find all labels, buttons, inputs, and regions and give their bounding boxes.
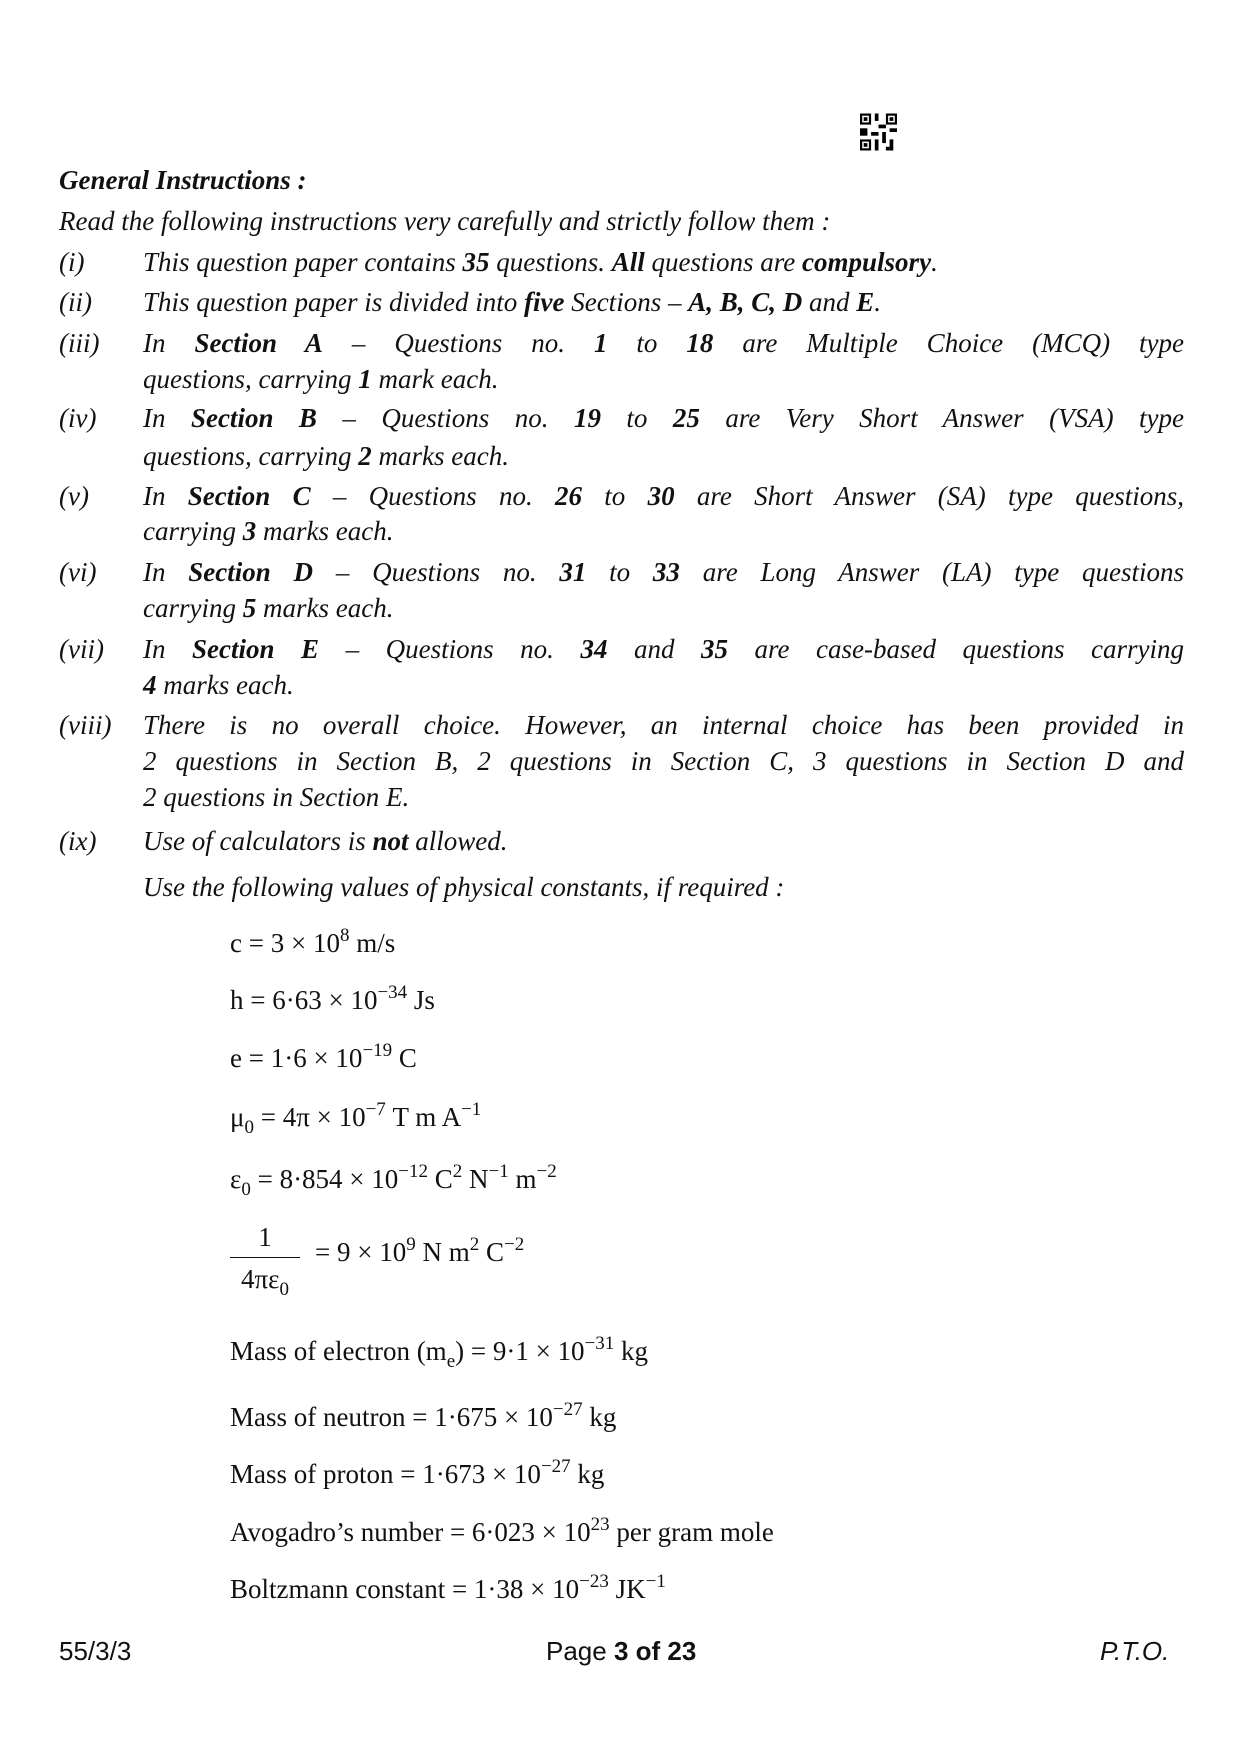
constant-line xyxy=(230,1042,417,1074)
text-segment: to xyxy=(600,403,673,433)
item-text-line xyxy=(143,286,1184,318)
text-segment: Mass of electron (m xyxy=(230,1336,447,1366)
text-segment: Boltzmann constant = 1·38 × 10 xyxy=(230,1574,580,1604)
item-text-line xyxy=(143,327,1184,359)
bold-text: 18 xyxy=(686,328,714,358)
item-text-line xyxy=(143,246,1184,278)
text-segment: – Questions no. xyxy=(319,634,581,664)
superscript: −19 xyxy=(362,1040,393,1061)
text-segment: This question paper contains xyxy=(143,247,463,277)
text-segment: Use of calculators is xyxy=(143,826,373,856)
text-segment: – Questions no. xyxy=(313,557,560,587)
bold-text: not xyxy=(372,826,409,856)
text-segment: per gram mole xyxy=(609,1517,774,1547)
item-text-line xyxy=(143,556,1184,588)
bold-text: five xyxy=(524,287,565,317)
bold-text: 2 xyxy=(358,441,372,471)
text-segment: = 4π × 10 xyxy=(253,1102,366,1132)
item-text-line xyxy=(143,709,1184,741)
text-segment: carrying xyxy=(143,593,243,623)
text-segment: = 8·854 × 10 xyxy=(250,1164,399,1194)
superscript: 2 xyxy=(469,1234,480,1255)
item-label: (v) xyxy=(59,481,89,511)
text-segment: and xyxy=(802,287,857,317)
item-label: (ii) xyxy=(59,287,92,317)
item-label: (vii) xyxy=(59,634,104,664)
item-text-line xyxy=(143,592,1184,624)
text-segment: N m xyxy=(415,1237,470,1267)
text-segment: Avogadro’s number = 6·023 × 10 xyxy=(230,1517,591,1547)
superscript: −12 xyxy=(398,1161,429,1182)
text-segment: μ xyxy=(230,1102,245,1132)
text-segment: to xyxy=(607,328,687,358)
text-segment: to xyxy=(582,481,648,511)
bold-text: A, B, C, D xyxy=(688,287,803,317)
text-segment: mark each. xyxy=(371,364,499,394)
text-segment: This question paper is divided into xyxy=(143,287,524,317)
text-segment: kg xyxy=(582,1402,617,1432)
constant-line xyxy=(230,1333,649,1372)
superscript: 8 xyxy=(339,925,350,946)
text-segment: m xyxy=(508,1164,537,1194)
constant-line xyxy=(230,1099,482,1138)
fraction-numerator: 1 xyxy=(230,1222,300,1258)
superscript: −31 xyxy=(584,1333,615,1354)
superscript: −27 xyxy=(552,1399,583,1420)
bold-text: 35 xyxy=(462,247,490,277)
text-segment: In xyxy=(143,328,195,358)
text-segment: carrying xyxy=(143,516,243,546)
text-segment: kg xyxy=(570,1459,605,1489)
text-segment: Mass of neutron = 1·675 × 10 xyxy=(230,1402,553,1432)
text-segment: C xyxy=(479,1237,504,1267)
constant-line xyxy=(315,1236,524,1268)
text-segment: 2 questions in Section B, 2 questions in Section C, 3 questions in Section D and xyxy=(143,746,1184,776)
item-text-line xyxy=(143,871,1184,903)
text-segment: are Long Answer (LA) type questions xyxy=(679,557,1185,587)
bold-text: 5 xyxy=(242,593,257,623)
superscript: 9 xyxy=(406,1234,416,1255)
item-text-line xyxy=(143,633,1184,665)
bold-text: 35 xyxy=(701,634,728,664)
superscript: −1 xyxy=(645,1571,666,1592)
text-segment: – Questions no. xyxy=(322,328,594,358)
item-label: (i) xyxy=(59,247,85,277)
bold-text: All xyxy=(611,247,645,277)
item-label: (iv) xyxy=(59,403,97,433)
text-segment: . xyxy=(874,287,881,317)
bold-text: 19 xyxy=(573,403,601,433)
text-segment: to xyxy=(586,557,653,587)
text-segment: kg xyxy=(614,1336,649,1366)
text-segment: Use the following values of physical constants, if required : xyxy=(143,872,785,902)
text-segment: In xyxy=(143,634,193,664)
page-total: 23 xyxy=(667,1636,697,1666)
bold-text: 1 xyxy=(593,328,608,358)
text-segment: Mass of proton = 1·673 × 10 xyxy=(230,1459,541,1489)
bold-text: E xyxy=(856,287,875,317)
item-text-line xyxy=(143,480,1184,512)
paper-code: 55/3/3 xyxy=(59,1636,132,1666)
bold-text: 1 xyxy=(358,364,372,394)
page-number xyxy=(546,1636,696,1667)
text-segment: C xyxy=(428,1164,453,1194)
text-segment: = 9 × 10 xyxy=(315,1237,407,1267)
text-segment: are Short Answer (SA) type questions, xyxy=(674,481,1184,511)
bold-text: 33 xyxy=(652,557,680,587)
fraction-denominator xyxy=(230,1258,300,1300)
text-segment: e = 1·6 × 10 xyxy=(230,1043,363,1073)
superscript: −1 xyxy=(461,1099,482,1120)
item-label: (vi) xyxy=(59,557,97,587)
text-segment: In xyxy=(143,403,191,433)
page-current: 3 xyxy=(613,1636,629,1666)
text-segment: questions, carrying xyxy=(143,364,359,394)
qr-code xyxy=(860,113,897,151)
bold-text: Section B xyxy=(190,403,317,433)
bold-text: Section C xyxy=(187,481,311,511)
denominator-text: 4πε xyxy=(241,1264,280,1294)
constant-line xyxy=(230,1458,604,1490)
bold-text: 34 xyxy=(580,634,608,664)
constant-line xyxy=(230,1573,666,1605)
text-segment: and xyxy=(607,634,701,664)
bold-text: compulsory xyxy=(802,247,932,277)
text-segment: In xyxy=(143,481,188,511)
constant-line xyxy=(230,927,395,959)
subscript: 0 xyxy=(241,1179,251,1200)
text-segment: In xyxy=(143,557,189,587)
text-segment: are Multiple Choice (MCQ) type xyxy=(713,328,1185,358)
bold-text: 26 xyxy=(555,481,582,511)
text-segment: questions. xyxy=(489,247,612,277)
page-of: of xyxy=(628,1636,668,1666)
item-text-line xyxy=(143,440,1184,472)
item-text-line xyxy=(143,515,1184,547)
text-segment: 2 questions in Section E. xyxy=(143,782,410,812)
page-prefix: Page xyxy=(546,1636,614,1666)
superscript: −2 xyxy=(503,1234,525,1255)
instructions-heading: General Instructions : xyxy=(59,165,307,195)
bold-text: 4 xyxy=(143,670,157,700)
text-segment: h = 6·63 × 10 xyxy=(230,985,378,1015)
item-label: (ix) xyxy=(59,826,97,856)
text-segment: are Very Short Answer (VSA) type xyxy=(699,403,1184,433)
text-segment: JK xyxy=(608,1574,646,1604)
text-segment: marks each. xyxy=(256,593,394,623)
superscript: −1 xyxy=(488,1161,509,1182)
text-segment: There is no overall choice. However, an internal choice has been provided in xyxy=(143,710,1184,740)
bold-text: Section E xyxy=(192,634,320,664)
superscript: 23 xyxy=(590,1514,610,1535)
text-segment: Sections – xyxy=(564,287,689,317)
constant-line xyxy=(230,1161,557,1200)
text-segment: marks each. xyxy=(256,516,394,546)
item-label: (iii) xyxy=(59,328,100,358)
bold-text: 30 xyxy=(647,481,675,511)
superscript: −27 xyxy=(540,1456,571,1477)
superscript: −34 xyxy=(377,982,408,1003)
text-segment: are case-based questions carrying xyxy=(728,634,1185,664)
item-text-line xyxy=(143,781,1184,813)
text-segment: marks each. xyxy=(371,441,509,471)
bold-text: Section A xyxy=(194,328,323,358)
text-segment: m/s xyxy=(349,928,396,958)
text-segment: marks each. xyxy=(156,670,294,700)
text-segment: questions are xyxy=(644,247,803,277)
item-text-line xyxy=(143,363,1184,395)
superscript: −2 xyxy=(536,1161,557,1182)
bold-text: 25 xyxy=(672,403,700,433)
superscript: 2 xyxy=(452,1161,463,1182)
superscript: −7 xyxy=(365,1099,386,1120)
text-segment: . xyxy=(931,247,938,277)
constant-line xyxy=(230,1401,616,1433)
text-segment: allowed. xyxy=(408,826,508,856)
text-segment: – Questions no. xyxy=(316,403,574,433)
subscript: 0 xyxy=(244,1117,254,1138)
text-segment: N xyxy=(462,1164,489,1194)
text-segment: ε xyxy=(230,1164,242,1194)
instructions-intro: Read the following instructions very carefully and strictly follow them : xyxy=(59,206,831,236)
text-segment: questions, carrying xyxy=(143,441,359,471)
subscript: e xyxy=(446,1351,456,1372)
text-segment: ) = 9·1 × 10 xyxy=(455,1336,585,1366)
item-text-line xyxy=(143,402,1184,434)
item-text-line xyxy=(143,825,1184,857)
constant-line xyxy=(230,984,435,1016)
bold-text: 3 xyxy=(242,516,257,546)
denominator-subscript: 0 xyxy=(279,1279,289,1300)
fraction-one-over-4-pi-epsilon0 xyxy=(230,1222,300,1300)
item-text-line xyxy=(143,745,1184,777)
item-text-line xyxy=(143,669,1184,701)
bold-text: Section D xyxy=(188,557,314,587)
text-segment: C xyxy=(392,1043,417,1073)
item-label: (viii) xyxy=(59,710,112,740)
please-turn-over: P.T.O. xyxy=(1100,1636,1170,1666)
constant-line xyxy=(230,1516,774,1548)
text-segment: – Questions no. xyxy=(310,481,555,511)
text-segment: c = 3 × 10 xyxy=(230,928,340,958)
bold-text: 31 xyxy=(559,557,587,587)
superscript: −23 xyxy=(579,1571,609,1592)
text-segment: Js xyxy=(407,985,435,1015)
text-segment: T m A xyxy=(385,1102,462,1132)
